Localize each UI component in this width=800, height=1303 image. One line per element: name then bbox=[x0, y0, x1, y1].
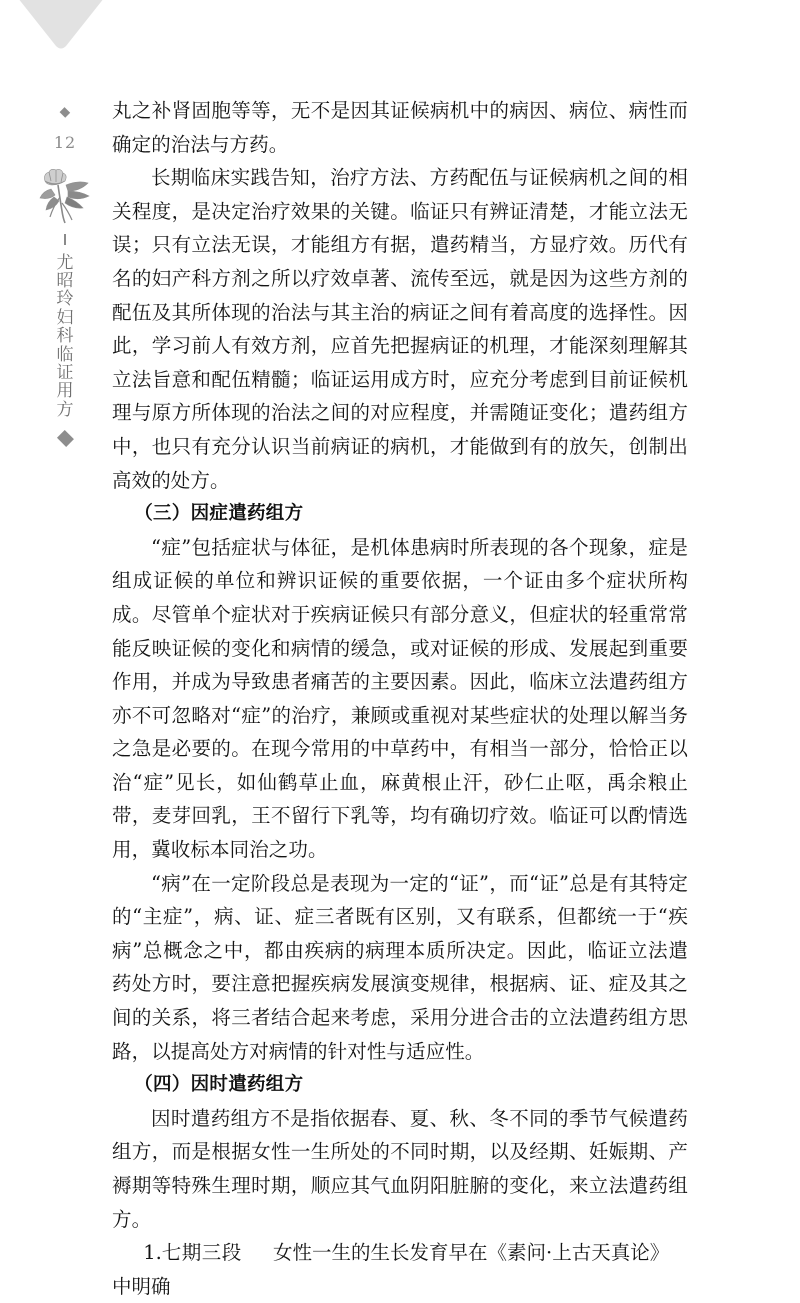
list-item-term: 七期三段 bbox=[161, 1241, 242, 1265]
divider-dash bbox=[64, 234, 66, 245]
section-heading-four: （四）因时遣药组方 bbox=[134, 1074, 304, 1096]
main-text-column bbox=[112, 94, 688, 1303]
flower-ornament-icon bbox=[38, 167, 92, 225]
diamond-icon bbox=[60, 107, 70, 117]
list-item-number: 1. bbox=[143, 1241, 162, 1265]
paragraph-disease-syndrome: “病”在一定阶段总是表现为一定的“证”，而“证”总是有其特定的“主症”，病、证、症三者既有区别，又有联系，但都统一于“疾病”总概念之中，都由疾病的病理本质所决定。因此，临证立法遣药处方时，要注意把握疾病发展演变规律，根据病、证、症及其之间的关系，将三者结合起来考虑，采用分进合击的立法遣药组方思路，以提高处方对病情的针对性与适应性。 bbox=[112, 871, 688, 1063]
page-sidebar bbox=[34, 104, 96, 444]
section-heading-three: （三）因症遣药组方 bbox=[134, 503, 304, 525]
paragraph-symptom: “症”包括症状与体征，是机体患病时所表现的各个现象，症是组成证候的单位和辨识证候的重要依据，一个证由多个症状所构成。尽管单个症状对于疾病证候只有部分意义，但症状的轻重常常能反映证候的变化和病情的缓急，或对证候的形成、发展起到重要作用，并成为导致患者痛苦的主要因素。因此，临床立法遣药组方亦不可忽略对“症”的治疗，兼顾或重视对某些症状的处理以解当务之急是必要的。在现今常用的中草药中，有相当一部分，恰恰正以治“症”见长，如仙鹤草止血，麻黄根止汗，砂仁止呕，禹余粮止带，麦芽回乳，王不留行下乳等，均有确切疗效。临证可以酌情选用，冀收标本同治之功。 bbox=[112, 535, 688, 862]
paragraph-clinical-practice: 长期临床实践告知，治疗方法、方药配伍与证候病机之间的相关程度，是决定治疗效果的关键。临证只有辨证清楚，才能立法无误；只有立法无误，才能组方有据，遣药精当，方显疗效。历代有名的妇产科方剂之所以疗效卓著、流传至远，就是因为这些方剂的配伍及其所体现的治法与其主治的病证之间有着高度的选择性。因此，学习前人有效方剂，应首先把握病证的机理，才能深刻理解其立法旨意和配伍精髓；临证运用成方时，应充分考虑到目前证候机理与原方所体现的治法之间的对应程度，并需随证变化；遣药组方中，也只有充分认识当前病证的病机，才能做到有的放矢，创制出高效的处方。 bbox=[112, 166, 688, 492]
chevron-corner-icon bbox=[10, 0, 112, 49]
list-item-text: 女性一生的生长发育早在《素问·上古天真论》中明确 bbox=[112, 1241, 670, 1298]
page-number: 12 bbox=[53, 132, 77, 152]
paragraph-continued: 丸之补肾固胞等等，无不是因其证候病机中的病因、病位、病性而确定的治法与方药。 bbox=[112, 99, 688, 156]
paragraph-time-based: 因时遣药组方不是指依据春、夏、秋、冬不同的季节气候遣药组方，而是根据女性一生所处的不同时期，以及经期、妊娠期、产褥期等特殊生理时期，顺应其气血阴阳脏腑的变化，来立法遣药组方。 bbox=[112, 1106, 688, 1231]
diamond-icon bbox=[57, 430, 74, 447]
list-item-seven-periods bbox=[112, 1236, 688, 1303]
running-title-text: 尤昭玲妇科临证用方 bbox=[56, 252, 74, 420]
running-title bbox=[54, 254, 76, 420]
